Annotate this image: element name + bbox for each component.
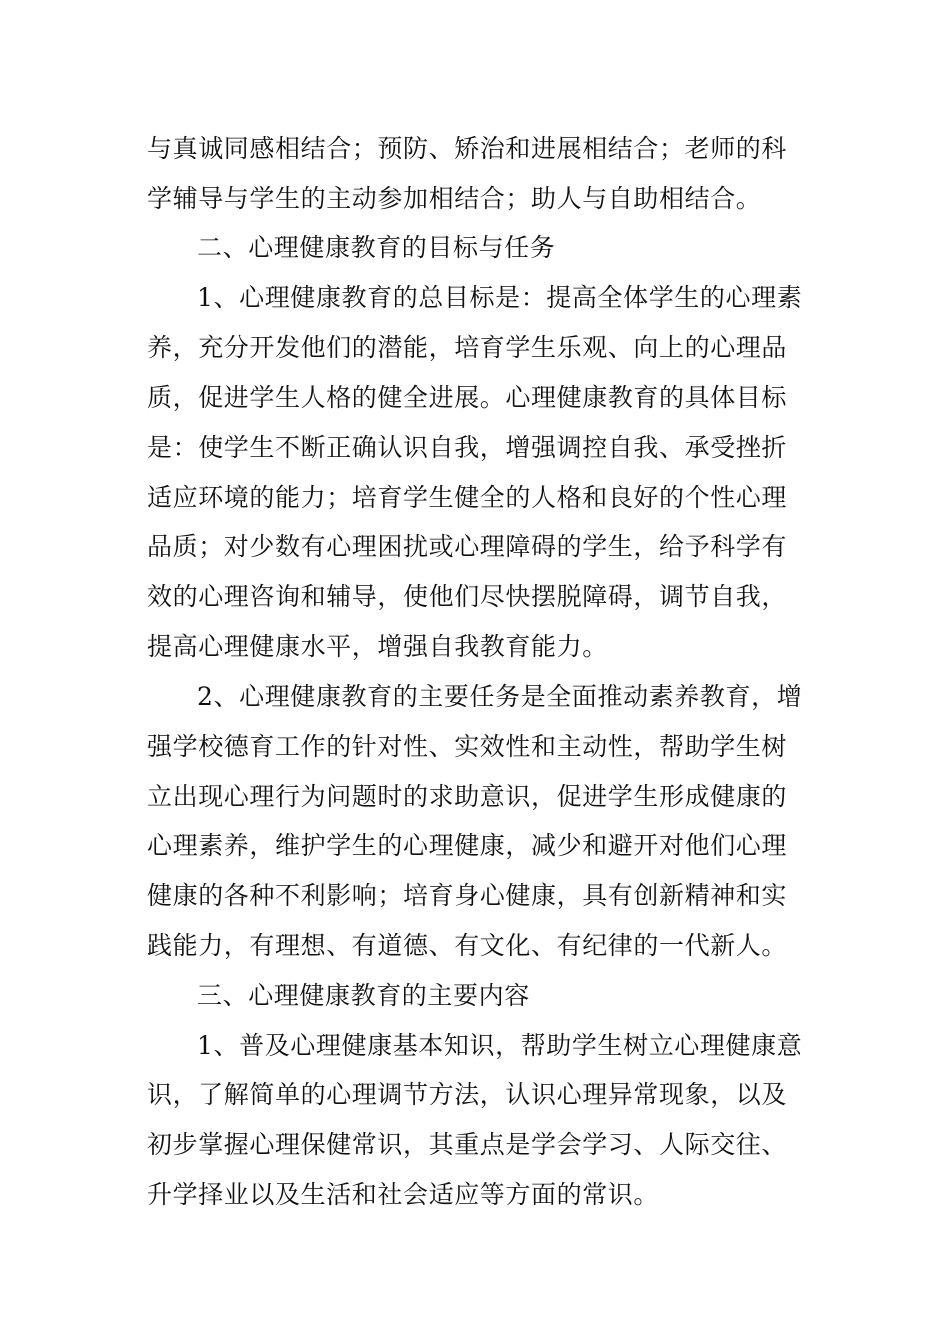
text-line: 质，促进学生人格的健全进展。心理健康教育的具体目标 bbox=[147, 383, 788, 412]
text-line: 健康的各种不利影响；培育身心健康，具有创新精神和实 bbox=[147, 881, 788, 910]
text-line: 学辅导与学生的主动参加相结合；助人与自助相结合。 bbox=[147, 184, 762, 213]
text-line: 立出现心理行为问题时的求助意识，促进学生形成健康的 bbox=[147, 782, 788, 811]
text-line: 1、心理健康教育的总目标是：提高全体学生的心理素 bbox=[197, 283, 803, 312]
text-line: 升学择业以及生活和社会适应等方面的常识。 bbox=[147, 1180, 660, 1209]
section-heading: 三、心理健康教育的主要内容 bbox=[197, 981, 530, 1010]
text-line: 初步掌握心理保健常识，其重点是学会学习、人际交往、 bbox=[147, 1130, 788, 1159]
text-line: 品质；对少数有心理困扰或心理障碍的学生，给予科学有 bbox=[147, 532, 788, 561]
text-line: 强学校德育工作的针对性、实效性和主动性，帮助学生树 bbox=[147, 732, 788, 761]
text-line: 是：使学生不断正确认识自我，增强调控自我、承受挫折 bbox=[147, 433, 788, 462]
text-line: 心理素养，维护学生的心理健康，减少和避开对他们心理 bbox=[147, 831, 788, 860]
section-heading: 二、心理健康教育的目标与任务 bbox=[197, 233, 556, 262]
text-line: 效的心理咨询和辅导，使他们尽快摆脱障碍，调节自我， bbox=[147, 582, 788, 611]
text-line: 1、普及心理健康基本知识，帮助学生树立心理健康意 bbox=[197, 1031, 803, 1060]
text-line: 养，充分开发他们的潜能，培育学生乐观、向上的心理品 bbox=[147, 333, 788, 362]
text-line: 2、心理健康教育的主要任务是全面推动素养教育，增 bbox=[197, 682, 803, 711]
text-line: 识，了解简单的心理调节方法，认识心理异常现象，以及 bbox=[147, 1080, 788, 1109]
text-line: 与真诚同感相结合；预防、矫治和进展相结合；老师的科 bbox=[147, 134, 788, 163]
text-line: 适应环境的能力；培育学生健全的人格和良好的个性心理 bbox=[147, 483, 788, 512]
text-line: 提高心理健康水平，增强自我教育能力。 bbox=[147, 632, 608, 661]
text-line: 践能力，有理想、有道德、有文化、有纪律的一代新人。 bbox=[147, 931, 788, 960]
